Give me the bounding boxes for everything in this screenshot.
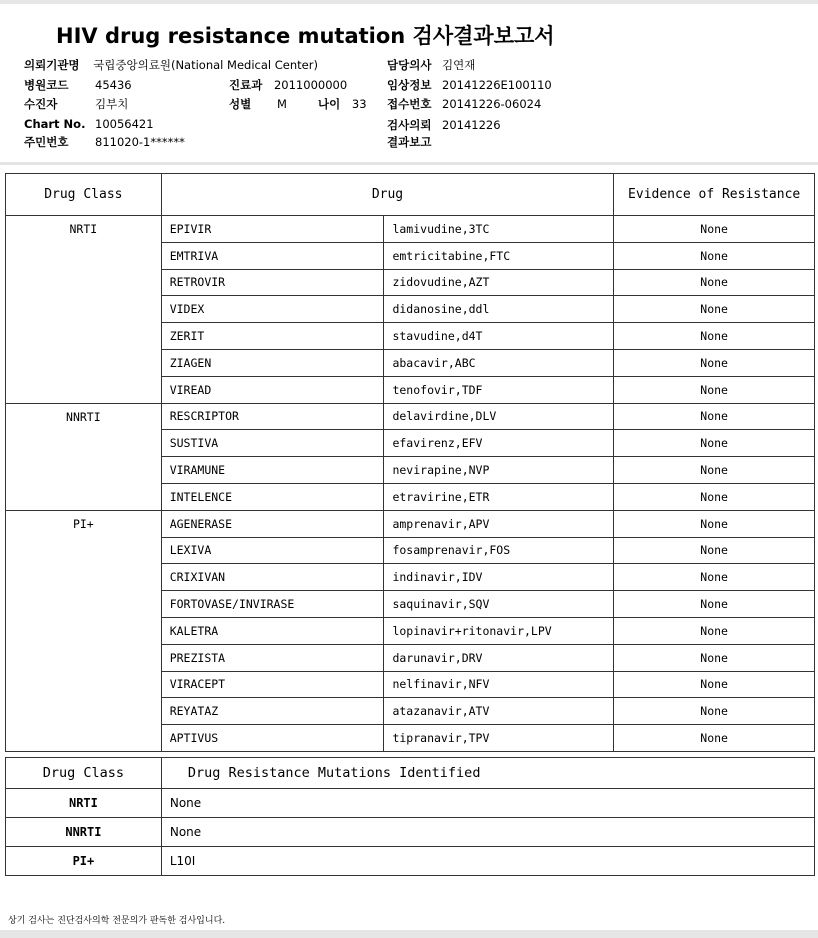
brand-name-cell: VIRACEPT	[161, 671, 384, 698]
brand-name-cell: VIDEX	[161, 296, 384, 323]
brand-name-cell: VIREAD	[161, 376, 384, 403]
evidence-cell: None	[614, 564, 815, 591]
table-row	[6, 818, 815, 847]
drug-class-cell: NNRTI	[6, 403, 162, 510]
resident-no-row	[24, 135, 185, 149]
evidence-header: Evidence of Resistance	[614, 174, 815, 216]
brand-name-cell: EMTRIVA	[161, 242, 384, 269]
evidence-cell: None	[614, 537, 815, 564]
brand-name-cell: VIRAMUNE	[161, 457, 384, 484]
generic-name-cell: nelfinavir,NFV	[384, 671, 614, 698]
institution-label: 의뢰기관명	[24, 58, 80, 72]
sex-label: 성별	[229, 97, 252, 111]
sex-value: M	[277, 97, 287, 111]
brand-name-cell: KALETRA	[161, 617, 384, 644]
clinical-info-value: 20141226E100110	[442, 78, 552, 92]
report-title: HIV drug resistance mutation 검사결과보고서	[56, 24, 555, 48]
evidence-cell: None	[614, 403, 815, 430]
dept-row	[229, 78, 347, 92]
brand-name-cell: FORTOVASE/INVIRASE	[161, 591, 384, 618]
mutation-value-cell: None	[161, 818, 814, 847]
generic-name-cell: atazanavir,ATV	[384, 698, 614, 725]
brand-name-cell: CRIXIVAN	[161, 564, 384, 591]
generic-name-cell: efavirenz,EFV	[384, 430, 614, 457]
generic-name-cell: fosamprenavir,FOS	[384, 537, 614, 564]
chart-no-row	[24, 117, 154, 131]
institution-value: 국립중앙의료원(National Medical Center)	[93, 58, 318, 72]
drug-header: Drug	[161, 174, 614, 216]
chart-no-value: 10056421	[95, 117, 154, 131]
drug-class-cell: PI+	[6, 510, 162, 751]
mutation-class-cell: NRTI	[6, 789, 162, 818]
drug-class-header: Drug Class	[6, 174, 162, 216]
brand-name-cell: LEXIVA	[161, 537, 384, 564]
evidence-cell: None	[614, 457, 815, 484]
resident-no-value: 811020-1******	[95, 135, 185, 149]
table-row	[6, 403, 815, 430]
resident-no-label: 주민번호	[24, 135, 69, 149]
brand-name-cell: PREZISTA	[161, 644, 384, 671]
receipt-no-row	[387, 97, 542, 111]
evidence-cell: None	[614, 510, 815, 537]
bottom-border	[0, 930, 818, 938]
evidence-cell: None	[614, 483, 815, 510]
institution-row	[24, 58, 318, 72]
generic-name-cell: didanosine,ddl	[384, 296, 614, 323]
resistance-table-header	[6, 174, 815, 216]
result-report-label: 결과보고	[387, 135, 432, 149]
generic-name-cell: delavirdine,DLV	[384, 403, 614, 430]
hospital-code-value: 45436	[95, 78, 132, 92]
generic-name-cell: darunavir,DRV	[384, 644, 614, 671]
clinical-info-row	[387, 78, 552, 92]
mutation-table	[5, 757, 815, 876]
brand-name-cell: RETROVIR	[161, 269, 384, 296]
age-row	[318, 97, 367, 111]
generic-name-cell: tipranavir,TPV	[384, 725, 614, 752]
dept-value: 2011000000	[273, 78, 348, 92]
patient-label: 수진자	[24, 97, 58, 111]
generic-name-cell: emtricitabine,FTC	[384, 242, 614, 269]
brand-name-cell: EPIVIR	[161, 216, 384, 243]
evidence-cell: None	[614, 376, 815, 403]
hospital-code-label: 병원코드	[24, 78, 69, 92]
generic-name-cell: zidovudine,AZT	[384, 269, 614, 296]
footer-note: 상기 검사는 진단검사의학 전문의가 판독한 검사입니다.	[8, 916, 226, 926]
evidence-cell: None	[614, 296, 815, 323]
patient-row	[24, 97, 129, 111]
generic-name-cell: amprenavir,APV	[384, 510, 614, 537]
request-label: 검사의뢰	[387, 118, 432, 132]
doctor-value: 김연재	[442, 58, 476, 72]
age-label: 나이	[318, 97, 341, 111]
generic-name-cell: etravirine,ETR	[384, 483, 614, 510]
generic-name-cell: indinavir,IDV	[384, 564, 614, 591]
result-report-row	[387, 135, 431, 149]
mutation-drug-class-header: Drug Class	[6, 758, 162, 789]
top-border	[0, 0, 818, 4]
evidence-cell: None	[614, 725, 815, 752]
mutation-class-cell: PI+	[6, 847, 162, 876]
mutation-value-cell: None	[161, 789, 814, 818]
generic-name-cell: tenofovir,TDF	[384, 376, 614, 403]
age-value: 33	[351, 97, 367, 111]
evidence-cell: None	[614, 591, 815, 618]
drug-class-cell: NRTI	[6, 216, 162, 404]
evidence-cell: None	[614, 323, 815, 350]
dept-label: 진료과	[229, 78, 263, 92]
brand-name-cell: INTELENCE	[161, 483, 384, 510]
evidence-cell: None	[614, 430, 815, 457]
generic-name-cell: abacavir,ABC	[384, 349, 614, 376]
brand-name-cell: APTIVUS	[161, 725, 384, 752]
generic-name-cell: nevirapine,NVP	[384, 457, 614, 484]
generic-name-cell: saquinavir,SQV	[384, 591, 614, 618]
brand-name-cell: ZERIT	[161, 323, 384, 350]
mutation-table-header	[6, 758, 815, 789]
evidence-cell: None	[614, 242, 815, 269]
doctor-label: 담당의사	[387, 58, 432, 72]
generic-name-cell: lamivudine,3TC	[384, 216, 614, 243]
mutations-header: Drug Resistance Mutations Identified	[161, 758, 814, 789]
evidence-cell: None	[614, 644, 815, 671]
header-divider	[0, 162, 818, 165]
mutation-class-cell: NNRTI	[6, 818, 162, 847]
evidence-cell: None	[614, 671, 815, 698]
receipt-no-label: 접수번호	[387, 97, 432, 111]
request-value: 20141226	[442, 118, 501, 132]
hospital-code-row	[24, 78, 132, 92]
patient-value: 김부치	[95, 97, 129, 111]
request-row	[387, 118, 501, 132]
evidence-cell: None	[614, 269, 815, 296]
chart-no-label: Chart No.	[24, 117, 86, 131]
brand-name-cell: AGENERASE	[161, 510, 384, 537]
receipt-no-value: 20141226-06024	[442, 97, 542, 111]
mutation-value-cell: L10I	[161, 847, 814, 876]
generic-name-cell: stavudine,d4T	[384, 323, 614, 350]
table-row	[6, 510, 815, 537]
evidence-cell: None	[614, 617, 815, 644]
table-row	[6, 847, 815, 876]
evidence-cell: None	[614, 216, 815, 243]
doctor-row	[387, 58, 476, 72]
brand-name-cell: RESCRIPTOR	[161, 403, 384, 430]
generic-name-cell: lopinavir+ritonavir,LPV	[384, 617, 614, 644]
resistance-table	[5, 173, 815, 752]
sex-row	[229, 97, 287, 111]
clinical-info-label: 임상정보	[387, 78, 432, 92]
evidence-cell: None	[614, 349, 815, 376]
brand-name-cell: REYATAZ	[161, 698, 384, 725]
brand-name-cell: SUSTIVA	[161, 430, 384, 457]
table-row	[6, 216, 815, 243]
evidence-cell: None	[614, 698, 815, 725]
table-row	[6, 789, 815, 818]
brand-name-cell: ZIAGEN	[161, 349, 384, 376]
